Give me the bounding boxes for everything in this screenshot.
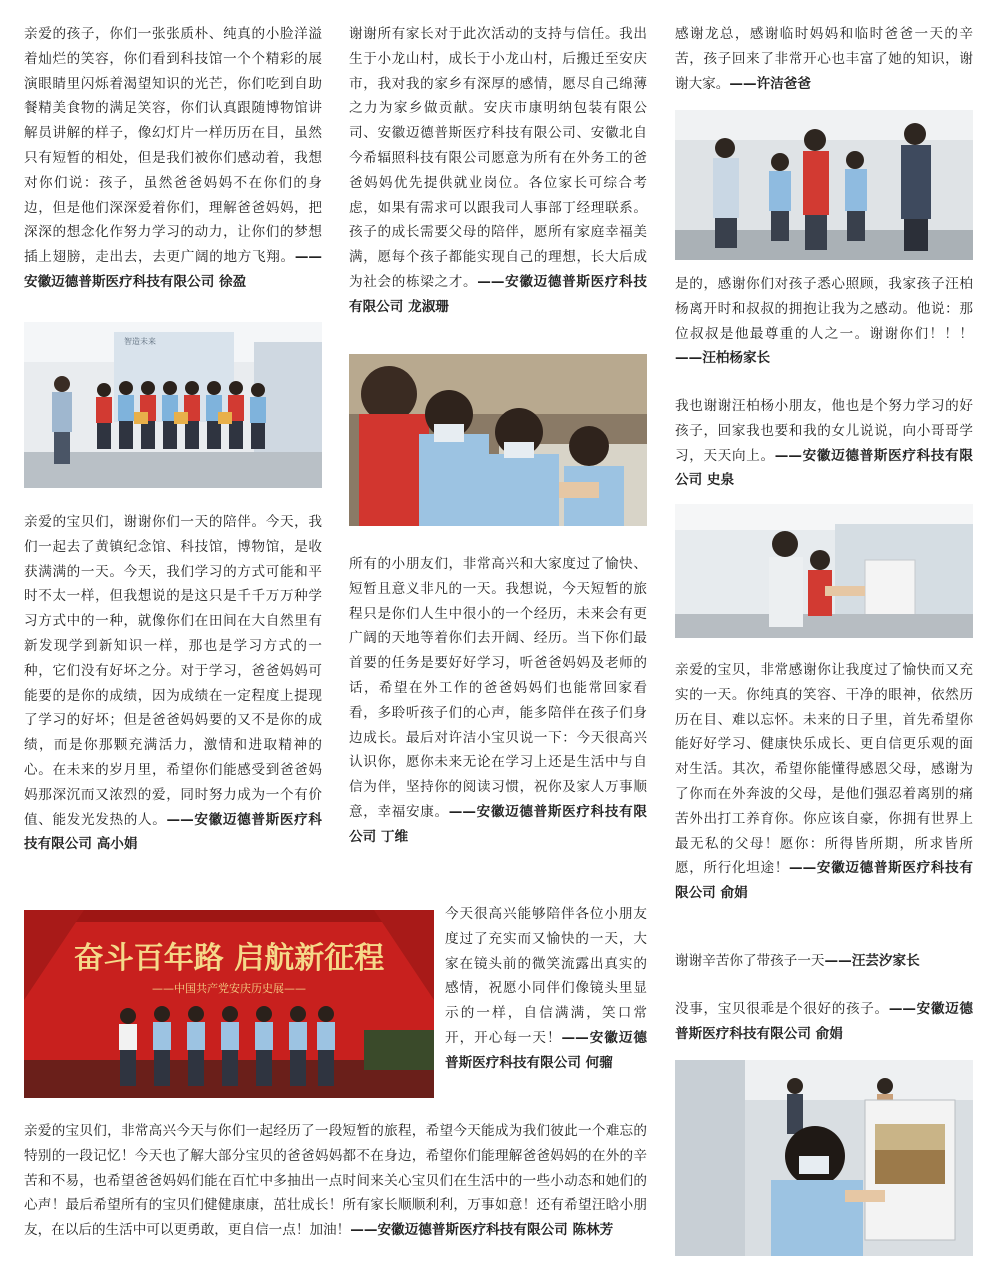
message-signature: ——安徽迈德普斯医疗科技有限公司 何骝 — [445, 1029, 648, 1071]
message-text: 亲爱的宝贝，非常感谢你让我度过了愉快而又充实的一天。你纯真的笑容、干净的眼神，依然历历在目、难以忘怀。未来的日子里，首先希望你能好好学习、健康快乐成长、更自信更乐观的面对生活。其次，希望你能懂得感恩父母，感谢为了你而在外奔波的父母，是他们强忍着离别的痛苦外出打工养育你。你应该自豪，你拥有世界上最无私的父母！愿你：所得皆所期，所求皆所愿，所行化坦途！ — [675, 662, 973, 877]
photo-children-exhibit-image — [349, 354, 647, 526]
message-signature: ——安徽迈德普斯医疗科技有限公司 高小娟 — [24, 811, 323, 853]
photo-group-museum-image — [24, 322, 322, 488]
message-text: 谢谢所有家长对于此次活动的支持与信任。我出生于小龙山村，成长于小龙山村，后搬迁至安庆市，我对我的家乡有深厚的感情，愿尽自己绵薄之力为家乡做贡献。安庆市康明纳包装有限公司、安徽迈德普斯医疗科技有限公司、安徽北自今希辐照科技有限公司愿意为所有在外务工的爸爸妈妈优先提供就业岗位。各位家长可综合考虑，如果有需求可以跟我司人事部丁经理联系。孩子的成长需要父母的陪伴，愿所有家庭幸福美满，愿每个孩子都能实现自己的理想，长大后成为社会的栋梁之才。 — [349, 26, 647, 290]
message-chenlinfang — [24, 1119, 647, 1243]
message-text: 所有的小朋友们，非常高兴和大家度过了愉快、短暂且意义非凡的一天。我想说，今天短暂的旅程只是你们人生中很小的一个经历，未来会有更广阔的天地等着你们去开阔、经历。当下你们最首要的任务是要好好学习，听爸爸妈妈及老师的话，希望在外工作的爸爸妈妈们也能常回家看看，多聆听孩子们的心声，能多陪伴在孩子们身边成长。最后对许洁小宝贝说一下：今天很高兴认识你，愿你未来无论在学习上还是生活中与自信为伴，坚持你的阅读习惯，祝你及家人万事顺意，幸福安康。 — [349, 556, 647, 820]
banner-headline: 奋斗百年路 启航新征程 — [73, 941, 385, 976]
photo-banner-exhibition-image — [24, 910, 434, 1098]
message-signature: ——安徽迈德普斯医疗科技有限公司 陈林芳 — [350, 1222, 614, 1239]
message-signature: ——安徽迈德普斯医疗科技有限公司 俞娟 — [675, 1001, 974, 1042]
message-xujie-father — [675, 22, 973, 96]
message-text: 亲爱的孩子，你们一张张质朴、纯真的小脸洋溢着灿烂的笑容，你们看到科技馆一个个精彩的展演眼睛里闪烁着渴望知识的光芒，你们吃到自助餐精美食物的满足笑容，你们认真跟随博物馆讲解员讲解的样子，像幻灯片一样历历在目，虽然只有短暂的相处，但是我们被你们感动着，我想对你们说：孩子，虽然爸爸妈妈不在你们的身边，但是他们深深爱着你们，理解爸爸妈妈，把深深的想念化作努力学习的动力，让你们的梦想插上翅膀，走出去，去更广阔的地方飞翔。 — [24, 26, 322, 266]
photo-girl-screen-image — [675, 1060, 973, 1256]
message-signature: ——安徽迈德普斯医疗科技有限公司 丁维 — [349, 803, 648, 845]
photo-visitors-hall-image — [675, 110, 973, 260]
message-xuying — [24, 22, 322, 295]
message-text: 我也谢谢汪柏杨小朋友，他也是个努力学习的好孩子，回家我也要和我的女儿说说，向小哥哥学习，天天向上。 — [675, 398, 973, 464]
photo-children-exhibit — [349, 354, 647, 526]
photo-wall-text: 智造未来 — [124, 337, 156, 346]
photo-visitors-hall — [675, 110, 973, 260]
banner-subline: ——中国共产党安庆历史展—— — [152, 982, 306, 995]
message-wangboyang-parent — [675, 272, 973, 371]
message-heliu — [445, 902, 647, 1076]
message-text: 亲爱的宝贝们，非常高兴今天与你们一起经历了一段短暂的旅程，希望今天能成为我们彼此一个难忘的特别的一段记忆！今天也了解大部分宝贝的爸爸妈妈都不在身边，希望你们能理解爸爸妈妈的在外的辛苦和不易，也希望爸爸妈妈们能在百忙中多抽出一点时间来关心宝贝们在生活中的一些小动态和她们的心声！最后希望所有的宝贝们健健康康，茁壮成长！所有家长顺顺利利，万事如意！还有希望汪晗小朋友，在以后的生活中可以更勇敢，更自信一点！加油！ — [24, 1123, 647, 1239]
message-yujuan — [675, 658, 973, 906]
message-gaoxiaojuan — [24, 510, 322, 857]
message-signature: ——安徽迈德普斯医疗科技有限公司 龙淑珊 — [349, 273, 648, 315]
message-text: 是的，感谢你们对孩子悉心照顾，我家孩子汪柏杨离开时和叔叔的拥抱让我为之感动。他说：那位叔叔是他最尊重的人之一。谢谢你们！！！ — [675, 276, 973, 342]
photo-adult-child-device-image — [675, 504, 973, 638]
photo-group-museum — [24, 322, 322, 488]
message-wangyunxi-parent — [675, 949, 973, 974]
message-signature: ——安徽迈德普斯医疗科技有限公司 俞娟 — [675, 860, 974, 902]
message-signature: ——许洁爸爸 — [729, 75, 811, 92]
message-signature: ——安徽迈德普斯医疗科技有限公司 史泉 — [675, 447, 974, 489]
message-text: 感谢龙总，感谢临时妈妈和临时爸爸一天的辛苦，孩子回来了非常开心也丰富了她的知识，谢谢大家。 — [675, 26, 973, 92]
message-signature: ——汪柏杨家长 — [675, 350, 771, 367]
message-shiquan — [675, 394, 973, 493]
message-text: 谢谢辛苦你了带孩子一天 — [675, 953, 825, 969]
message-text: 没事，宝贝很乖是个很好的孩子。 — [675, 1001, 889, 1017]
message-longshushan — [349, 22, 647, 320]
message-signature: ——安徽迈德普斯医疗科技有限公司 徐盈 — [24, 249, 322, 290]
message-text: 今天很高兴能够陪伴各位小朋友度过了充实而又愉快的一天，大家在镜头前的微笑流露出真实的感情，祝愿小同伴们像镜头里显示的一样，自信满满，笑口常开，开心每一天！ — [445, 906, 647, 1046]
photo-adult-child-device — [675, 504, 973, 638]
message-yujuan-reply — [675, 997, 973, 1047]
photo-girl-screen — [675, 1060, 973, 1256]
photo-banner-exhibition — [24, 910, 434, 1098]
message-signature: ——汪芸汐家长 — [824, 953, 920, 969]
message-dingwei — [349, 552, 647, 850]
message-text: 亲爱的宝贝们，谢谢你们一天的陪伴。今天，我们一起去了黄镇纪念馆、科技馆，博物馆，是收获满满的一天。今天，我们学习的方式可能和平时不太一样，但我想说的是这只是千千万万种学习方式中的一种，就像你们在田间在大自然里有新发现学到新知识一样，那也是学习方式的一种，它们没有好坏之分。对于学习，爸爸妈妈可能要的是你的成绩，因为成绩在一定程度上提现了学习的好坏；但是爸爸妈妈要的又不是你的成绩，而是你那颗充满活力，激情和进取精神的心。在未来的岁月里，希望你们能感受到爸爸妈妈那深沉而又浓烈的爱，同时努力成为一个有价值、能发光发热的人。 — [24, 514, 322, 828]
